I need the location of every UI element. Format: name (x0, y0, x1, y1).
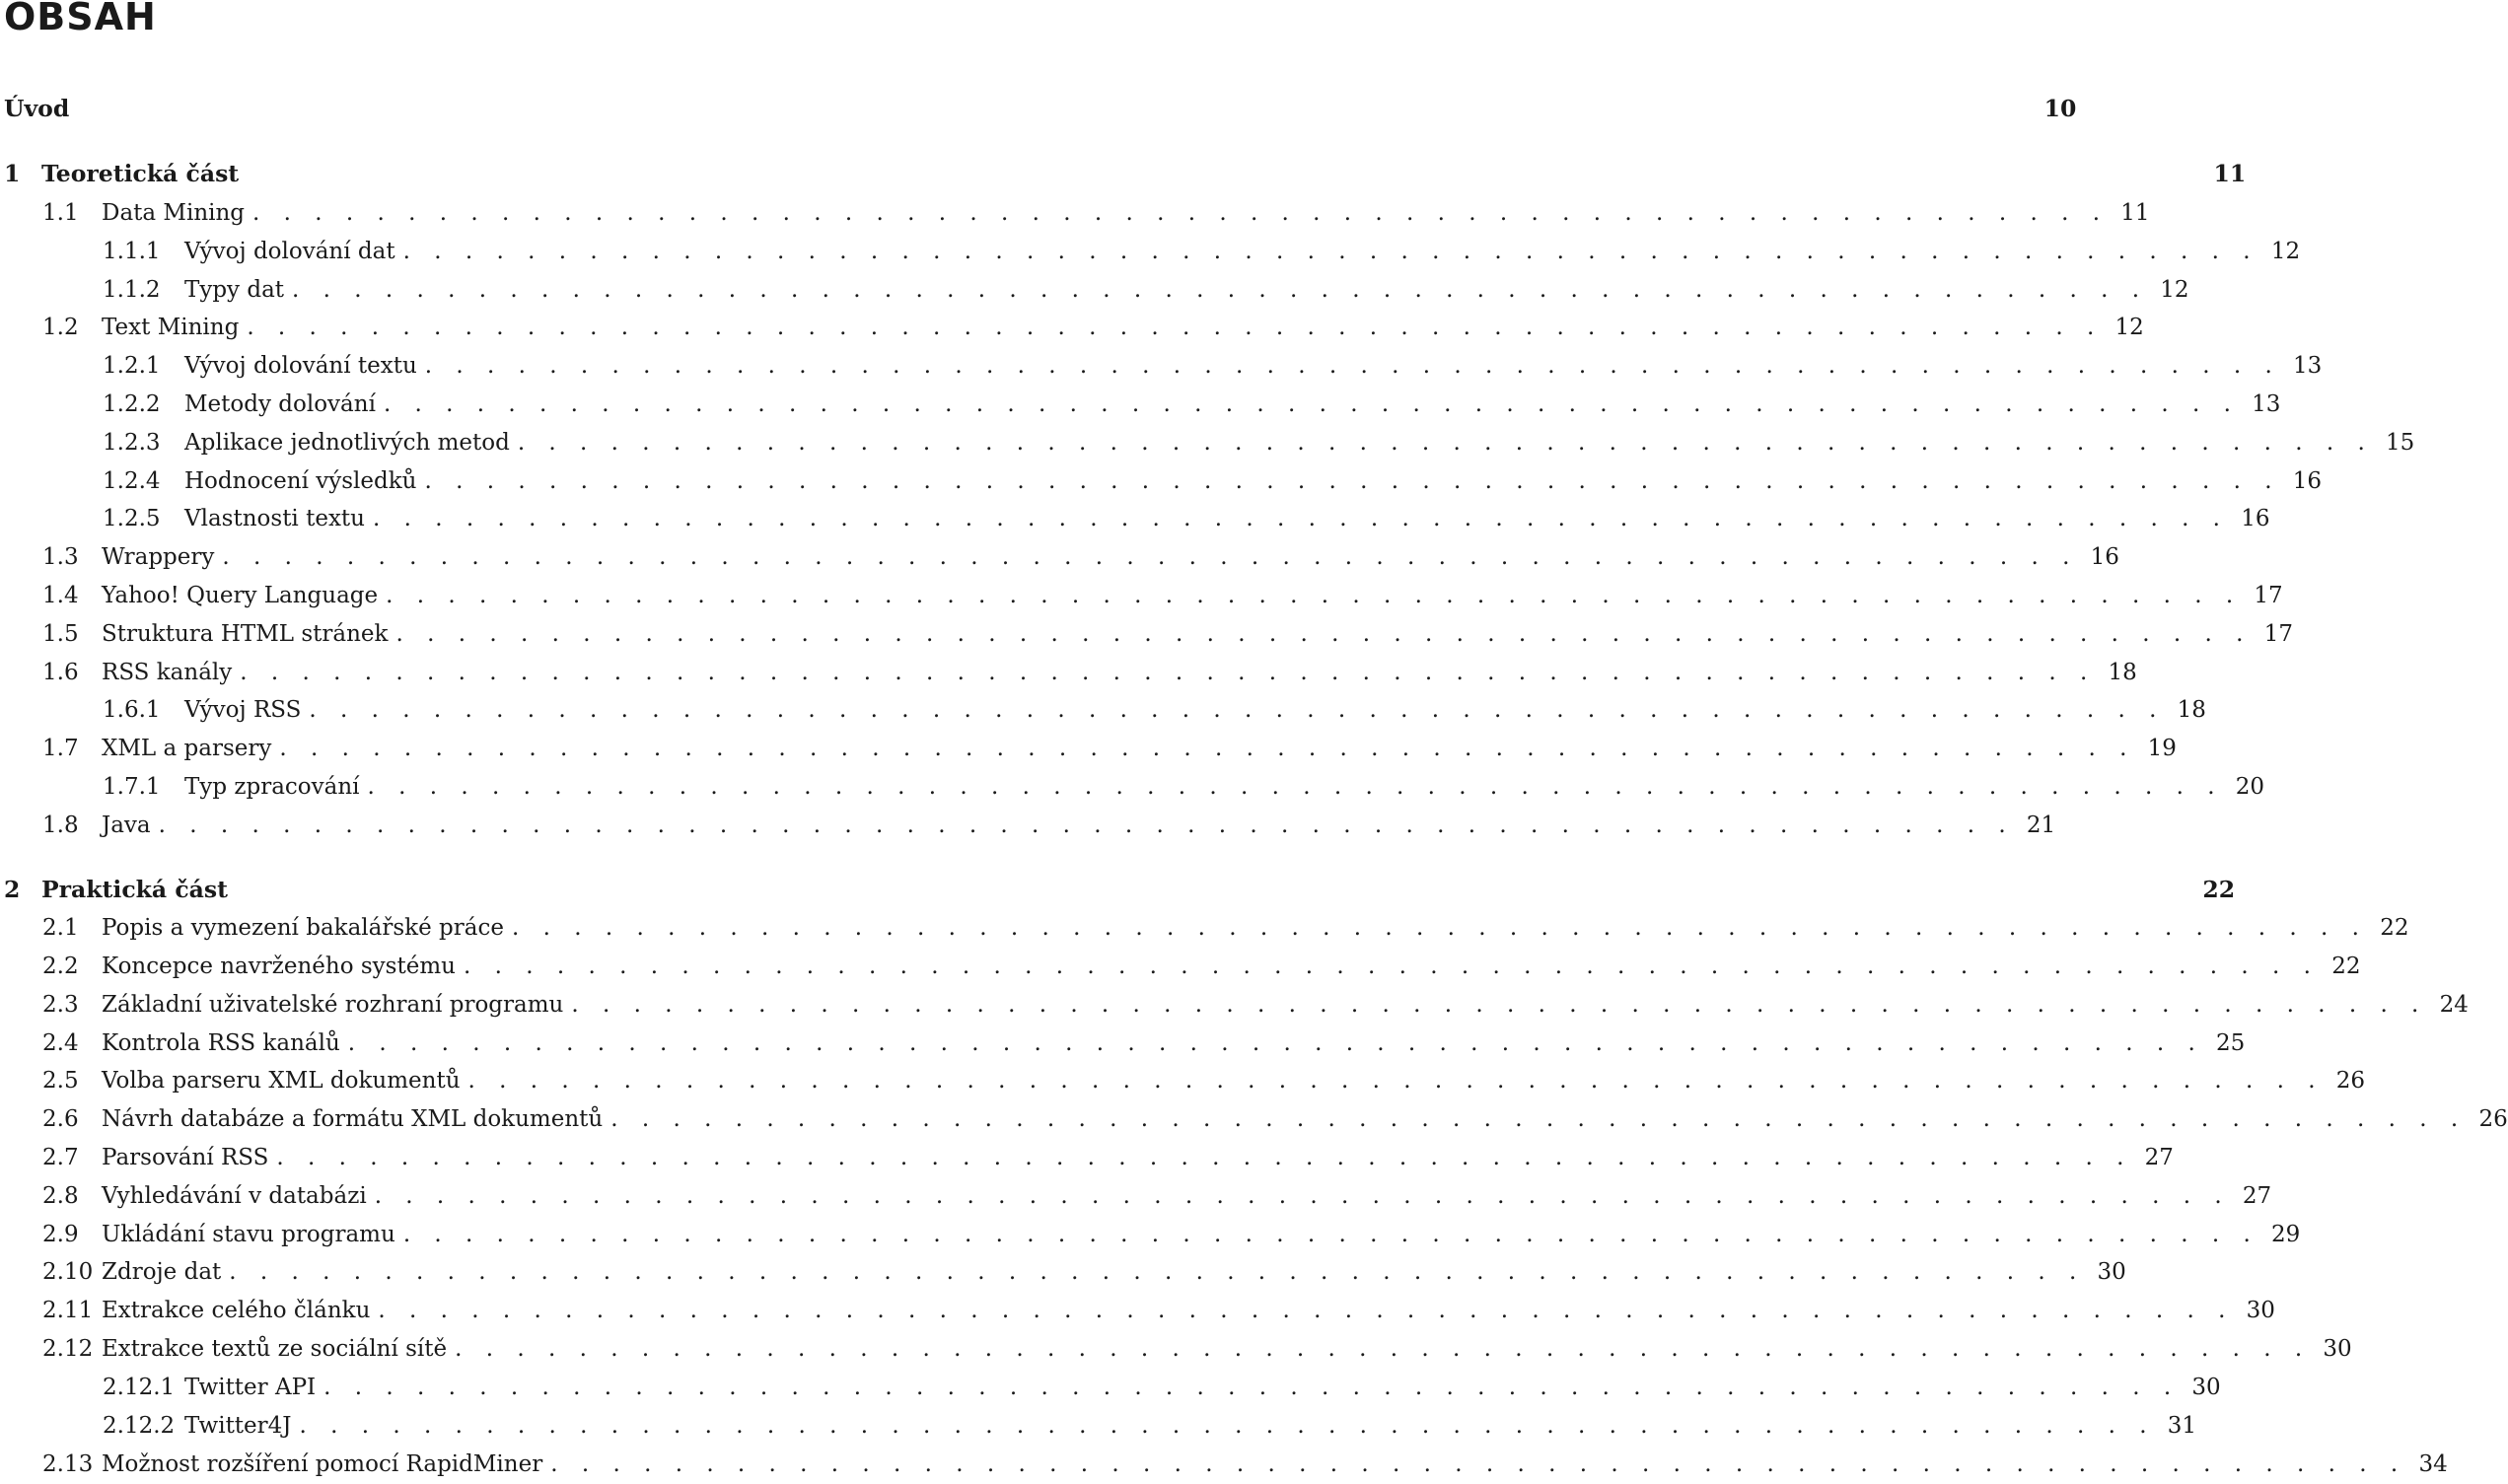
toc-entry-title: Ukládání stavu programu (102, 1222, 395, 1247)
toc-entry[interactable] (0, 654, 2137, 692)
toc-entry-number: 2.2 (42, 954, 79, 979)
toc-entry[interactable] (0, 194, 2150, 233)
toc-chapter[interactable] (0, 155, 2247, 193)
dot-leader: . . . . . . . . . . . . . . . . . . . . . . . . . . . . . . . . . . . . . . . . . . . . . . . . . . . . . . . . . . . . (517, 430, 2374, 456)
toc-entry-title: Extrakce celého článku (102, 1298, 371, 1323)
toc-entry[interactable] (0, 386, 2281, 424)
toc-entry-number: 1.1.2 (103, 277, 161, 303)
toc-entry-title: Koncepce navrženého systému (102, 954, 456, 979)
dot-leader: . . . . . . . . . . . . . . . . . . . . . . . . . . . . . . . . . . . . . . . . . . . . . . . . . . . . . . . . . . . . (229, 1259, 2085, 1285)
dot-leader: . . . . . . . . . . . . . . . . . . . . . . . . . . . . . . . . . . . . . . . . . . . . . . . . . . . . . . . . . . . . (610, 1106, 2467, 1132)
toc-entry-number: 2.3 (42, 992, 79, 1018)
toc-entry-page: 15 (2386, 430, 2415, 456)
toc-entry-page: 16 (2292, 468, 2323, 494)
toc-entry-number: 2.10 (42, 1259, 94, 1285)
dot-leader: . . . . . . . . . . . . . . . . . . . . . . . . . . . . . . . . . . . . . . . . . . . . . . . . . . . . . . . . . . . . (550, 1451, 2406, 1477)
toc-entry[interactable] (0, 691, 2206, 730)
toc-entry-page: 18 (2108, 660, 2137, 685)
toc-entry-number: 1.2.4 (103, 468, 161, 494)
toc-entry-page: 18 (2177, 697, 2206, 723)
toc-entry-title: Twitter API (184, 1375, 317, 1400)
toc-entry-number: 1.1.1 (103, 239, 161, 264)
toc-entry-title: Popis a vymezení bakalářské práce (102, 915, 504, 941)
toc-entry-title: Java (102, 813, 151, 838)
dot-leader: . . . . . . . . . . . . . . . . . . . . . . . . . . . . . . . . . . . . . . . . . . . . . . . . . . . . . . . . . . . . (292, 277, 2148, 303)
toc-entry-page: 26 (2335, 1068, 2366, 1094)
toc-entry-number: 1.6 (42, 660, 79, 685)
toc-entry-page: 16 (2090, 544, 2119, 570)
toc-entry-title: Struktura HTML stránek (102, 621, 389, 647)
toc-entry[interactable] (0, 909, 2409, 948)
toc-entry[interactable] (0, 1369, 2221, 1407)
toc-entry-title: RSS kanály (102, 660, 233, 685)
toc-entry[interactable] (0, 1253, 2126, 1292)
toc-entry-title: XML a parsery (102, 736, 272, 761)
toc-entry-number: 1.5 (42, 621, 79, 647)
toc-entry-number: 2.11 (42, 1298, 94, 1323)
dot-leader: . . . . . . . . . . . . . . . . . . . . . . . . . . . . . . . . . . . . . . . . . . . . . . . . . . . . . . . . . . . . (424, 468, 2281, 494)
toc-entry-number: 2.4 (42, 1030, 79, 1056)
toc-entry-title: Zdroje dat (102, 1259, 222, 1285)
toc-entry-page: 11 (2120, 200, 2150, 226)
dot-leader: . . . . . . . . . . . . . . . . . . . . . . . . . . . . . . . . . . . . . . . . . . . . . . . . . . . . . . . . . . . . (276, 1145, 2132, 1170)
toc-entry-title: Vyhledávání v databázi (102, 1183, 367, 1209)
toc-entry-title: Vývoj dolování textu (184, 353, 417, 379)
toc-entry-number: 2.12 (42, 1336, 94, 1362)
dot-leader: . . . . . . . . . . . . . . . . . . . . . . . . . . . . . . . . . . . . . . . . . . . . . . . . . . . . . . . . . . . . (378, 1298, 2234, 1323)
toc-entry-number: 1.8 (42, 813, 79, 838)
toc-entry-page: 22 (2202, 876, 2236, 903)
toc-entry-page: 20 (2235, 774, 2265, 800)
toc-entry-page: 17 (2254, 583, 2283, 608)
toc-entry-number: 1.1 (42, 200, 79, 226)
toc-entry-number: 2.5 (42, 1068, 79, 1094)
dot-leader: . . . . . . . . . . . . . . . . . . . . . . . . . . . . . . . . . . . . . . . . . . . . . . . . . . . . . . . . . . . . (372, 506, 2229, 531)
toc-entry[interactable] (0, 986, 2469, 1025)
dot-leader: . . . . . . . . . . . . . . . . . . . . . . . . . . . . . . . . . . . . . . . . . . . . . . . . . . . . . . . . . . . . (395, 621, 2252, 647)
dot-leader: . . . . . . . . . . . . . . . . . . . . . . . . . . . . . . . . . . . . . . . . . . . . . . . . . . . . . . . . . . . . (279, 736, 2135, 761)
toc-entry-title: Extrakce textů ze sociální sítě (102, 1336, 448, 1362)
toc-entry-page: 27 (2144, 1145, 2174, 1170)
toc-entry[interactable] (0, 577, 2283, 615)
toc-entry-title: Aplikace jednotlivých metod (184, 430, 510, 456)
toc-entry-title: Vývoj RSS (184, 697, 302, 723)
toc-entry-title: Wrappery (102, 544, 215, 570)
toc-entry[interactable] (0, 1407, 2197, 1446)
toc-entry[interactable] (0, 1292, 2275, 1330)
dot-leader: . . . . . . . . . . . . . . . . . . . . . . . . . . . . . . . . . . . . . . . . . . . . . . . . . . . . . . . . . . . . (386, 583, 2242, 608)
toc-entry-title: Parsování RSS (102, 1145, 269, 1170)
dot-leader: . . . . . . . . . . . . . . . . . . . . . . . . . . . . . . . . . . . . . . . . . . . . . . . . . . . . . . . . . . . . (455, 1336, 2311, 1362)
toc-entry-title: Teoretická část (41, 160, 240, 187)
dot-leader: . . . . . . . . . . . . . . . . . . . . . . . . . . . . . . . . . . . . . . . . . . . . . . . . . . . . . . . . . . . . (323, 1375, 2180, 1400)
toc-entry-title: Twitter4J (184, 1413, 292, 1439)
toc-entry[interactable] (0, 462, 2323, 501)
toc-entry-title: Úvod (4, 95, 70, 122)
toc-entry[interactable] (0, 271, 2189, 310)
toc-entry[interactable] (0, 309, 2144, 347)
toc-entry-page: 30 (2097, 1259, 2126, 1285)
toc-entry-title: Volba parseru XML dokumentů (102, 1068, 461, 1094)
toc-entry[interactable] (0, 1100, 2508, 1139)
toc-entry-number: 2.6 (42, 1106, 79, 1132)
toc-entry-number: 1.2 (42, 315, 79, 340)
toc-entry-page: 10 (2043, 95, 2077, 122)
toc-entry-page: 24 (2439, 992, 2469, 1018)
toc-entry-number: 2.12.1 (103, 1375, 176, 1400)
toc-entry[interactable] (0, 1177, 2272, 1216)
dot-leader: . . . . . . . . . . . . . . . . . . . . . . . . . . . . . . . . . . . . . . . . . . . . . . . . . . . . . . . . . . . . (402, 239, 2259, 264)
toc-entry[interactable] (0, 1025, 2246, 1063)
toc-entry-page: 22 (2331, 954, 2361, 979)
toc-entry-number: 1.6.1 (103, 697, 161, 723)
toc-chapter[interactable] (0, 871, 2236, 909)
toc-entry-number: 1.3 (42, 544, 79, 570)
toc-entry-page: 19 (2147, 736, 2177, 761)
toc-entry-number: 2.1 (42, 915, 79, 941)
dot-leader: . . . . . . . . . . . . . . . . . . . . . . . . . . . . . . . . . . . . . . . . . . . . . . . . . . . . . . . . . . . . (571, 992, 2427, 1018)
toc-entry[interactable] (0, 500, 2270, 538)
toc-entry-title: Yahoo! Query Language (102, 583, 379, 608)
toc-entry[interactable] (0, 538, 2119, 577)
dot-leader: . . . . . . . . . . . . . . . . . . . . . . . . . . . . . . . . . . . . . . . . . . . . . . . . . . . . . . . . . . . . (299, 1413, 2156, 1439)
toc-entry[interactable] (0, 1216, 2301, 1254)
toc-entry-title: Možnost rozšíření pomocí RapidMiner (102, 1451, 543, 1477)
toc-entry[interactable] (0, 347, 2323, 386)
toc-entry-page: 30 (2191, 1375, 2221, 1400)
toc-entry-number: 1.7 (42, 736, 79, 761)
toc-entry[interactable] (0, 768, 2265, 807)
toc-entry-number: 1.4 (42, 583, 79, 608)
toc-entry-title: Vývoj dolování dat (184, 239, 395, 264)
toc-entry-number: 2.8 (42, 1183, 79, 1209)
toc-entry-page: 30 (2246, 1298, 2275, 1323)
toc-entry-page: 12 (2114, 315, 2144, 340)
dot-leader: . . . . . . . . . . . . . . . . . . . . . . . . . . . . . . . . . . . . . . . . . . . . . . . . . . . . . . . . . . . . (463, 954, 2320, 979)
toc-entry-page: 16 (2241, 506, 2270, 531)
toc-entry-page: 31 (2167, 1413, 2197, 1439)
toc-entry-title: Kontrola RSS kanálů (102, 1030, 340, 1056)
dot-leader: . . . . . . . . . . . . . . . . . . . . . . . . . . . . . . . . . . . . . . . . . . . . . . . . . . . . . . . . . . . . (252, 200, 2109, 226)
toc-entry-title: Typy dat (184, 277, 285, 303)
toc-entry-number: 1 (4, 160, 21, 187)
dot-leader: . . . . . . . . . . . . . . . . . . . . . . . . . . . . . . . . . . . . . . . . . . . . . . . . . . . . . . . . . . . . (467, 1068, 2325, 1094)
toc-entry-number: 2.7 (42, 1145, 79, 1170)
toc-entry-page: 29 (2271, 1222, 2301, 1247)
toc-entry-title: Data Mining (102, 200, 246, 226)
toc-entry-number: 1.2.5 (103, 506, 161, 531)
toc-entry-page: 12 (2270, 239, 2301, 264)
toc-entry-title: Hodnocení výsledků (184, 468, 417, 494)
toc-entry-page: 34 (2418, 1451, 2448, 1477)
toc-entry-title: Praktická část (41, 876, 228, 903)
toc-entry-title: Návrh databáze a formátu XML dokumentů (102, 1106, 604, 1132)
toc-entry[interactable] (0, 233, 2301, 271)
toc-chapter[interactable] (0, 90, 2077, 128)
dot-leader: . . . . . . . . . . . . . . . . . . . . . . . . . . . . . . . . . . . . . . . . . . . . . . . . . . . . . . . . . . . . (367, 774, 2224, 800)
toc-entry[interactable] (0, 807, 2056, 845)
toc-entry-page: 25 (2216, 1030, 2246, 1056)
toc-entry-number: 1.2.1 (103, 353, 161, 379)
toc-entry-title: Text Mining (102, 315, 240, 340)
dot-leader: . . . . . . . . . . . . . . . . . . . . . . . . . . . . . . . . . . . . . . . . . . . . . . . . . . . . . . . . . . . . (222, 544, 2078, 570)
toc-entry-page: 30 (2323, 1336, 2352, 1362)
toc-entry-number: 2.13 (42, 1451, 94, 1477)
toc-entry-number: 1.7.1 (103, 774, 161, 800)
page-title: OBSAH (4, 0, 157, 38)
toc-entry-page: 21 (2026, 813, 2056, 838)
toc-entry-page: 13 (2293, 353, 2323, 379)
dot-leader: . . . . . . . . . . . . . . . . . . . . . . . . . . . . . . . . . . . . . . . . . . . . . . . . . . . . . . . . . . . . (402, 1222, 2259, 1247)
toc-entry-page: 11 (2213, 160, 2247, 187)
toc-entry-number: 2 (4, 876, 21, 903)
toc-entry-number: 2.9 (42, 1222, 79, 1247)
dot-leader: . . . . . . . . . . . . . . . . . . . . . . . . . . . . . . . . . . . . . . . . . . . . . . . . . . . . . . . . . . . . (424, 353, 2281, 379)
toc-entry-page: 22 (2380, 915, 2409, 941)
dot-leader: . . . . . . . . . . . . . . . . . . . . . . . . . . . . . . . . . . . . . . . . . . . . . . . . . . . . . . . . . . . . (347, 1030, 2204, 1056)
toc-entry[interactable] (0, 1062, 2366, 1100)
toc-entry-page: 17 (2263, 621, 2293, 647)
toc-entry-number: 1.2.3 (103, 430, 161, 456)
dot-leader: . . . . . . . . . . . . . . . . . . . . . . . . . . . . . . . . . . . . . . . . . . . . . . . . . . . . . . . . . . . . (158, 813, 2015, 838)
dot-leader: . . . . . . . . . . . . . . . . . . . . . . . . . . . . . . . . . . . . . . . . . . . . . . . . . . . . . . . . . . . . (511, 915, 2368, 941)
dot-leader: . . . . . . . . . . . . . . . . . . . . . . . . . . . . . . . . . . . . . . . . . . . . . . . . . . . . . . . . . . . . (240, 660, 2096, 685)
dot-leader: . . . . . . . . . . . . . . . . . . . . . . . . . . . . . . . . . . . . . . . . . . . . . . . . . . . . . . . . . . . . (247, 315, 2103, 340)
toc-entry[interactable] (0, 948, 2361, 986)
toc-entry-page: 27 (2242, 1183, 2272, 1209)
toc-entry-page: 12 (2160, 277, 2189, 303)
dot-leader: . . . . . . . . . . . . . . . . . . . . . . . . . . . . . . . . . . . . . . . . . . . . . . . . . . . . . . . . . . . . (309, 697, 2165, 723)
toc-entry-title: Metody dolování (184, 391, 376, 417)
toc-entry-title: Základní uživatelské rozhraní programu (102, 992, 564, 1018)
dot-leader: . . . . . . . . . . . . . . . . . . . . . . . . . . . . . . . . . . . . . . . . . . . . . . . . . . . . . . . . . . . . (383, 391, 2240, 417)
toc-entry[interactable] (0, 730, 2177, 768)
toc-entry-title: Vlastnosti textu (184, 506, 365, 531)
toc-entry-title: Typ zpracování (184, 774, 360, 800)
toc-entry[interactable] (0, 1139, 2174, 1177)
toc-entry[interactable] (0, 1446, 2448, 1484)
toc-entry[interactable] (0, 615, 2293, 654)
toc-entry-page: 13 (2252, 391, 2281, 417)
toc-entry[interactable] (0, 424, 2415, 462)
dot-leader: . . . . . . . . . . . . . . . . . . . . . . . . . . . . . . . . . . . . . . . . . . . . . . . . . . . . . . . . . . . . (374, 1183, 2231, 1209)
toc-entry[interactable] (0, 1330, 2352, 1369)
toc-entry-page: 26 (2478, 1106, 2508, 1132)
toc-entry-number: 2.12.2 (103, 1413, 176, 1439)
toc-entry-number: 1.2.2 (103, 391, 161, 417)
